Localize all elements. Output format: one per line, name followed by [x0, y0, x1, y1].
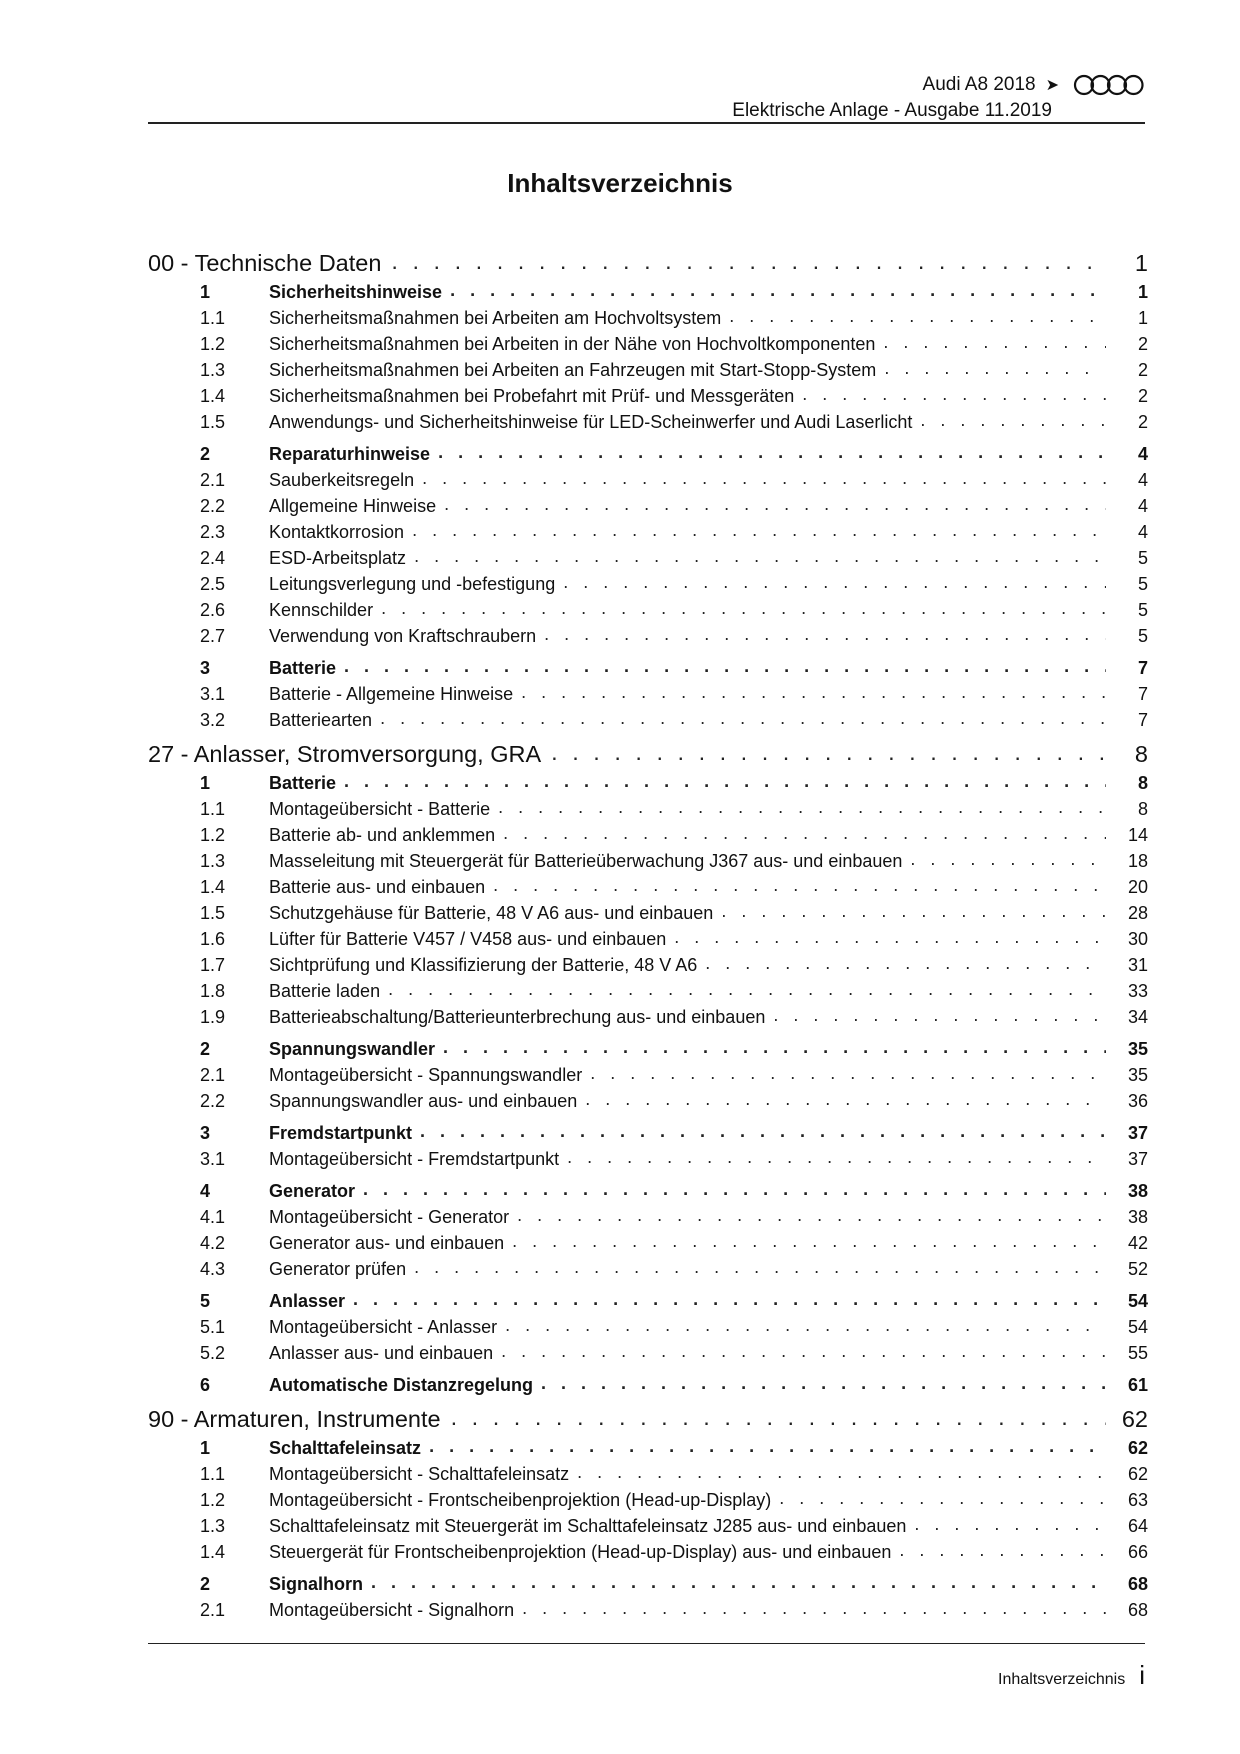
toc-entry[interactable] — [148, 381, 1148, 407]
entry-title: Montageübersicht - Fremdstartpunkt — [269, 1149, 560, 1169]
entry-number: 2.5 — [200, 574, 226, 594]
entry-title: Montageübersicht - Signalhorn — [269, 1600, 515, 1620]
entry-number: 2.1 — [200, 470, 226, 490]
dot-leader — [563, 572, 1106, 595]
entry-page-number: 5 — [1137, 626, 1148, 646]
entry-number: 1.4 — [200, 386, 226, 406]
dot-leader — [914, 1514, 1106, 1537]
dot-leader — [567, 1147, 1106, 1170]
entry-title: Batteriearten — [269, 710, 373, 730]
dot-leader — [551, 739, 1106, 768]
toc-entry[interactable] — [148, 303, 1148, 329]
entry-title: Batterie ab- und anklemmen — [269, 825, 496, 845]
entry-page-number: 34 — [1127, 1007, 1148, 1027]
entry-title: Montageübersicht - Anlasser — [269, 1317, 498, 1337]
toc-entry[interactable] — [148, 820, 1148, 846]
toc-chapter[interactable] — [148, 439, 1148, 465]
footer-label: Inhaltsverzeichnis — [998, 1671, 1126, 1688]
toc-entry[interactable] — [148, 329, 1148, 355]
dot-leader — [498, 797, 1106, 820]
entry-page-number: 38 — [1127, 1207, 1148, 1227]
toc-chapter[interactable] — [148, 1433, 1148, 1459]
toc-entry[interactable] — [148, 1202, 1148, 1228]
entry-page-number: 7 — [1137, 710, 1148, 730]
entry-title: Anwendungs- und Sicherheitshinweise für LED-Scheinwerfer und Audi Laserlicht — [269, 412, 913, 432]
dot-leader — [910, 849, 1106, 872]
dot-leader — [503, 823, 1106, 846]
entry-page-number: 4 — [1137, 522, 1148, 542]
entry-number: 2.7 — [200, 626, 226, 646]
dot-leader — [371, 1572, 1106, 1595]
dot-leader — [802, 384, 1106, 407]
entry-title: Sicherheitsmaßnahmen bei Arbeiten in der Nähe von Hochvoltkomponenten — [269, 334, 876, 354]
audi-rings-icon — [1073, 74, 1145, 96]
entry-page-number: 62 — [1127, 1464, 1148, 1484]
entry-page-number: 30 — [1127, 929, 1148, 949]
entry-title: Sicherheitsmaßnahmen bei Probefahrt mit Prüf- und Messgeräten — [269, 386, 795, 406]
chapter-page-number: 37 — [1127, 1123, 1148, 1143]
chapter-title: Automatische Distanzregelung — [269, 1375, 534, 1395]
dot-leader — [388, 979, 1106, 1002]
chapter-number: 1 — [200, 1438, 211, 1458]
toc-entry[interactable] — [148, 517, 1148, 543]
entry-title: Steuergerät für Frontscheibenprojektion (Head-up-Display) aus- und einbauen — [269, 1542, 892, 1562]
chapter-page-number: 68 — [1127, 1574, 1148, 1594]
chapter-title: Spannungswandler — [269, 1039, 436, 1059]
entry-page-number: 1 — [1137, 308, 1148, 328]
entry-page-number: 35 — [1127, 1065, 1148, 1085]
toc-entry[interactable] — [148, 1537, 1148, 1563]
chapter-title: Batterie — [269, 658, 337, 678]
toc-chapter[interactable] — [148, 1118, 1148, 1144]
entry-number: 4.3 — [200, 1259, 226, 1279]
chapter-title: Anlasser — [269, 1291, 346, 1311]
section-title: 90 - Armaturen, Instrumente — [148, 1406, 441, 1432]
entry-page-number: 7 — [1137, 684, 1148, 704]
entry-number: 1.8 — [200, 981, 226, 1001]
chapter-page-number: 7 — [1137, 658, 1148, 678]
dot-leader — [391, 248, 1106, 277]
entry-page-number: 54 — [1127, 1317, 1148, 1337]
section-title: 00 - Technische Daten — [148, 250, 382, 276]
entry-title: Generator aus- und einbauen — [269, 1233, 505, 1253]
entry-title: Montageübersicht - Batterie — [269, 799, 491, 819]
dot-leader — [521, 682, 1106, 705]
toc-entry[interactable] — [148, 1595, 1148, 1621]
dot-leader — [590, 1063, 1106, 1086]
entry-page-number: 64 — [1127, 1516, 1148, 1536]
toc-entry[interactable] — [148, 1254, 1148, 1280]
toc-entry[interactable] — [148, 595, 1148, 621]
entry-title: Batterieabschaltung/Batterieunterbrechung aus- und einbauen — [269, 1007, 766, 1027]
page-header — [148, 68, 1145, 124]
entry-number: 1.2 — [200, 334, 226, 354]
entry-page-number: 4 — [1137, 496, 1148, 516]
entry-title: Montageübersicht - Frontscheibenprojektion (Head-up-Display) — [269, 1490, 772, 1510]
table-of-contents — [148, 240, 1148, 1621]
entry-number: 5.2 — [200, 1343, 226, 1363]
entry-number: 1.5 — [200, 412, 226, 432]
entry-page-number: 2 — [1137, 412, 1148, 432]
toc-chapter[interactable] — [148, 1286, 1148, 1312]
entry-page-number: 18 — [1127, 851, 1148, 871]
entry-page-number: 31 — [1127, 955, 1148, 975]
entry-title: Batterie - Allgemeine Hinweise — [269, 684, 514, 704]
dot-leader — [729, 306, 1106, 329]
dot-leader — [512, 1231, 1106, 1254]
entry-number: 3.1 — [200, 1149, 226, 1169]
toc-entry[interactable] — [148, 1086, 1148, 1112]
dot-leader — [544, 624, 1106, 647]
toc-entry[interactable] — [148, 846, 1148, 872]
entry-page-number: 5 — [1137, 600, 1148, 620]
section-title: 27 - Anlasser, Stromversorgung, GRA — [148, 741, 542, 767]
entry-number: 2.2 — [200, 1091, 226, 1111]
entry-number: 2.4 — [200, 548, 226, 568]
chapter-title: Fremdstartpunkt — [269, 1123, 413, 1143]
dot-leader — [705, 953, 1106, 976]
entry-number: 2.2 — [200, 496, 226, 516]
entry-title: Sicherheitsmaßnahmen bei Arbeiten am Hochvoltsystem — [269, 308, 722, 328]
toc-chapter[interactable] — [148, 277, 1148, 303]
chapter-number: 2 — [200, 444, 211, 464]
entry-title: Generator prüfen — [269, 1259, 407, 1279]
toc-entry[interactable] — [148, 1312, 1148, 1338]
toc-entry[interactable] — [148, 1485, 1148, 1511]
toc-chapter[interactable] — [148, 653, 1148, 679]
entry-number: 5.1 — [200, 1317, 226, 1337]
entry-number: 2.1 — [200, 1065, 226, 1085]
page-title: Inhaltsverzeichnis — [507, 168, 733, 198]
section-page-number: 62 — [1121, 1406, 1148, 1432]
toc-chapter[interactable] — [148, 1034, 1148, 1060]
dot-leader — [773, 1005, 1106, 1028]
entry-number: 1.4 — [200, 1542, 226, 1562]
chapter-page-number: 8 — [1137, 773, 1148, 793]
entry-title: Kontaktkorrosion — [269, 522, 405, 542]
toc-entry[interactable] — [148, 1511, 1148, 1537]
entry-page-number: 14 — [1127, 825, 1148, 845]
toc-entry[interactable] — [148, 705, 1148, 731]
entry-page-number: 37 — [1127, 1149, 1148, 1169]
chapter-number: 1 — [200, 282, 211, 302]
entry-title: Masseleitung mit Steuergerät für Batterieüberwachung J367 aus- und einbauen — [269, 851, 903, 871]
entry-page-number: 4 — [1137, 470, 1148, 490]
dot-leader — [585, 1089, 1106, 1112]
entry-page-number: 63 — [1127, 1490, 1148, 1510]
toc-entry[interactable] — [148, 355, 1148, 381]
dot-leader — [412, 520, 1106, 543]
entry-number: 1.4 — [200, 877, 226, 897]
entry-number: 1.3 — [200, 1516, 226, 1536]
chapter-page-number: 38 — [1127, 1181, 1148, 1201]
toc-entry[interactable] — [148, 950, 1148, 976]
dot-leader — [380, 708, 1106, 731]
entry-title: ESD-Arbeitsplatz — [269, 548, 407, 568]
chapter-page-number: 54 — [1127, 1291, 1148, 1311]
chapter-number: 6 — [200, 1375, 211, 1395]
entry-page-number: 55 — [1127, 1343, 1148, 1363]
dot-leader — [443, 1037, 1106, 1060]
entry-page-number: 52 — [1127, 1259, 1148, 1279]
entry-page-number: 66 — [1127, 1542, 1148, 1562]
header-model-line — [923, 72, 1145, 98]
toc-entry[interactable] — [148, 569, 1148, 595]
entry-title: Anlasser aus- und einbauen — [269, 1343, 494, 1363]
chapter-page-number: 61 — [1127, 1375, 1148, 1395]
entry-page-number: 36 — [1127, 1091, 1148, 1111]
entry-number: 1.2 — [200, 1490, 226, 1510]
dot-leader — [429, 1436, 1106, 1459]
toc-entry[interactable] — [148, 1002, 1148, 1028]
entry-title: Allgemeine Hinweise — [269, 496, 437, 516]
chapter-title: Sicherheitshinweise — [269, 282, 443, 302]
chapter-number: 2 — [200, 1039, 211, 1059]
chapter-number: 2 — [200, 1574, 211, 1594]
dot-leader — [344, 656, 1106, 679]
dot-leader — [899, 1540, 1106, 1563]
dot-leader — [779, 1488, 1106, 1511]
dot-leader — [344, 771, 1106, 794]
dot-leader — [451, 1404, 1106, 1433]
entry-number: 4.1 — [200, 1207, 226, 1227]
dot-leader — [522, 1598, 1106, 1621]
toc-chapter[interactable] — [148, 1569, 1148, 1595]
toc-entry[interactable] — [148, 1459, 1148, 1485]
chapter-number: 3 — [200, 1123, 211, 1143]
chapter-title: Batterie — [269, 773, 337, 793]
toc-entry[interactable] — [148, 621, 1148, 647]
entry-number: 2.3 — [200, 522, 226, 542]
toc-entry[interactable] — [148, 491, 1148, 517]
toc-entry[interactable] — [148, 872, 1148, 898]
toc-entry[interactable] — [148, 1228, 1148, 1254]
dot-leader — [920, 410, 1106, 433]
entry-number: 3.2 — [200, 710, 226, 730]
toc-section[interactable] — [148, 240, 1148, 277]
toc-entry[interactable] — [148, 465, 1148, 491]
entry-number: 1.2 — [200, 825, 226, 845]
entry-title: Montageübersicht - Spannungswandler — [269, 1065, 583, 1085]
chapter-number: 5 — [200, 1291, 211, 1311]
toc-entry[interactable] — [148, 976, 1148, 1002]
dot-leader — [353, 1289, 1106, 1312]
chapter-page-number: 35 — [1127, 1039, 1148, 1059]
dot-leader — [884, 358, 1106, 381]
chapter-title: Schalttafeleinsatz — [269, 1438, 422, 1458]
entry-number: 1.1 — [200, 1464, 226, 1484]
chapter-title: Reparaturhinweise — [269, 444, 431, 464]
dot-leader — [721, 901, 1106, 924]
dot-leader — [541, 1373, 1106, 1396]
chapter-title: Signalhorn — [269, 1574, 363, 1594]
entry-number: 1.5 — [200, 903, 226, 923]
section-page-number: 8 — [1134, 741, 1148, 767]
chapter-number: 4 — [200, 1181, 211, 1201]
toc-chapter[interactable] — [148, 768, 1148, 794]
entry-page-number: 28 — [1127, 903, 1148, 923]
entry-title: Batterie laden — [269, 981, 381, 1001]
dot-leader — [450, 280, 1106, 303]
entry-number: 1.3 — [200, 360, 226, 380]
entry-page-number: 5 — [1137, 574, 1148, 594]
toc-section[interactable] — [148, 731, 1148, 768]
footer-divider — [148, 1643, 1145, 1644]
toc-entry[interactable] — [148, 1060, 1148, 1086]
entry-title: Verwendung von Kraftschraubern — [269, 626, 537, 646]
footer-page-number: i — [1139, 1660, 1145, 1690]
entry-page-number: 33 — [1127, 981, 1148, 1001]
entry-page-number: 42 — [1127, 1233, 1148, 1253]
dot-leader — [674, 927, 1106, 950]
dot-leader — [505, 1315, 1106, 1338]
toc-entry[interactable] — [148, 1338, 1148, 1364]
dot-leader — [517, 1205, 1106, 1228]
entry-title: Leitungsverlegung und -befestigung — [269, 574, 556, 594]
dot-leader — [414, 1257, 1106, 1280]
toc-entry[interactable] — [148, 1144, 1148, 1170]
page-footer — [998, 1660, 1145, 1691]
toc-entry[interactable] — [148, 794, 1148, 820]
dot-leader — [883, 332, 1106, 355]
entry-title: Montageübersicht - Generator — [269, 1207, 510, 1227]
dot-leader — [493, 875, 1106, 898]
entry-number: 1.1 — [200, 308, 226, 328]
entry-title: Schalttafeleinsatz mit Steuergerät im Schalttafeleinsatz J285 aus- und einbauen — [269, 1516, 907, 1536]
entry-number: 1.3 — [200, 851, 226, 871]
chapter-page-number: 1 — [1137, 282, 1148, 302]
toc-section[interactable] — [148, 1396, 1148, 1433]
entry-title: Schutzgehäuse für Batterie, 48 V A6 aus- und einbauen — [269, 903, 714, 923]
chapter-page-number: 62 — [1127, 1438, 1148, 1458]
entry-number: 4.2 — [200, 1233, 226, 1253]
dot-leader — [414, 546, 1106, 569]
entry-number: 1.9 — [200, 1007, 226, 1027]
entry-title: Lüfter für Batterie V457 / V458 aus- und einbauen — [269, 929, 667, 949]
toc-entry[interactable] — [148, 898, 1148, 924]
entry-page-number: 2 — [1137, 386, 1148, 406]
toc-entry[interactable] — [148, 679, 1148, 705]
toc-entry[interactable] — [148, 543, 1148, 569]
arrow-icon: ➤ — [1045, 77, 1059, 94]
section-page-number: 1 — [1134, 250, 1148, 276]
dot-leader — [444, 494, 1106, 517]
entry-number: 3.1 — [200, 684, 226, 704]
entry-title: Sichtprüfung und Klassifizierung der Batterie, 48 V A6 — [269, 955, 698, 975]
entry-number: 1.1 — [200, 799, 226, 819]
entry-title: Spannungswandler aus- und einbauen — [269, 1091, 578, 1111]
dot-leader — [381, 598, 1106, 621]
toc-chapter[interactable] — [148, 1370, 1148, 1396]
toc-entry[interactable] — [148, 924, 1148, 950]
entry-page-number: 20 — [1127, 877, 1148, 897]
toc-entry[interactable] — [148, 407, 1148, 433]
entry-page-number: 8 — [1137, 799, 1148, 819]
entry-number: 1.7 — [200, 955, 226, 975]
entry-number: 2.1 — [200, 1600, 226, 1620]
entry-title: Sicherheitsmaßnahmen bei Arbeiten an Fahrzeugen mit Start-Stopp-System — [269, 360, 877, 380]
dot-leader — [420, 1121, 1106, 1144]
entry-page-number: 5 — [1137, 548, 1148, 568]
dot-leader — [438, 442, 1106, 465]
toc-chapter[interactable] — [148, 1176, 1148, 1202]
chapter-title: Generator — [269, 1181, 356, 1201]
entry-page-number: 2 — [1137, 360, 1148, 380]
chapter-page-number: 4 — [1137, 444, 1148, 464]
header-model: Audi A8 2018 — [922, 74, 1036, 95]
entry-page-number: 68 — [1127, 1600, 1148, 1620]
entry-number: 1.6 — [200, 929, 226, 949]
entry-title: Batterie aus- und einbauen — [269, 877, 486, 897]
chapter-number: 1 — [200, 773, 211, 793]
dot-leader — [422, 468, 1106, 491]
dot-leader — [363, 1179, 1106, 1202]
dot-leader — [577, 1462, 1106, 1485]
chapter-number: 3 — [200, 658, 211, 678]
dot-leader — [501, 1341, 1106, 1364]
entry-title: Sauberkeitsregeln — [269, 470, 415, 490]
entry-title: Kennschilder — [269, 600, 374, 620]
header-subtitle: Elektrische Anlage - Ausgabe 11.2019 — [732, 100, 1052, 121]
entry-page-number: 2 — [1137, 334, 1148, 354]
entry-number: 2.6 — [200, 600, 226, 620]
entry-title: Montageübersicht - Schalttafeleinsatz — [269, 1464, 570, 1484]
